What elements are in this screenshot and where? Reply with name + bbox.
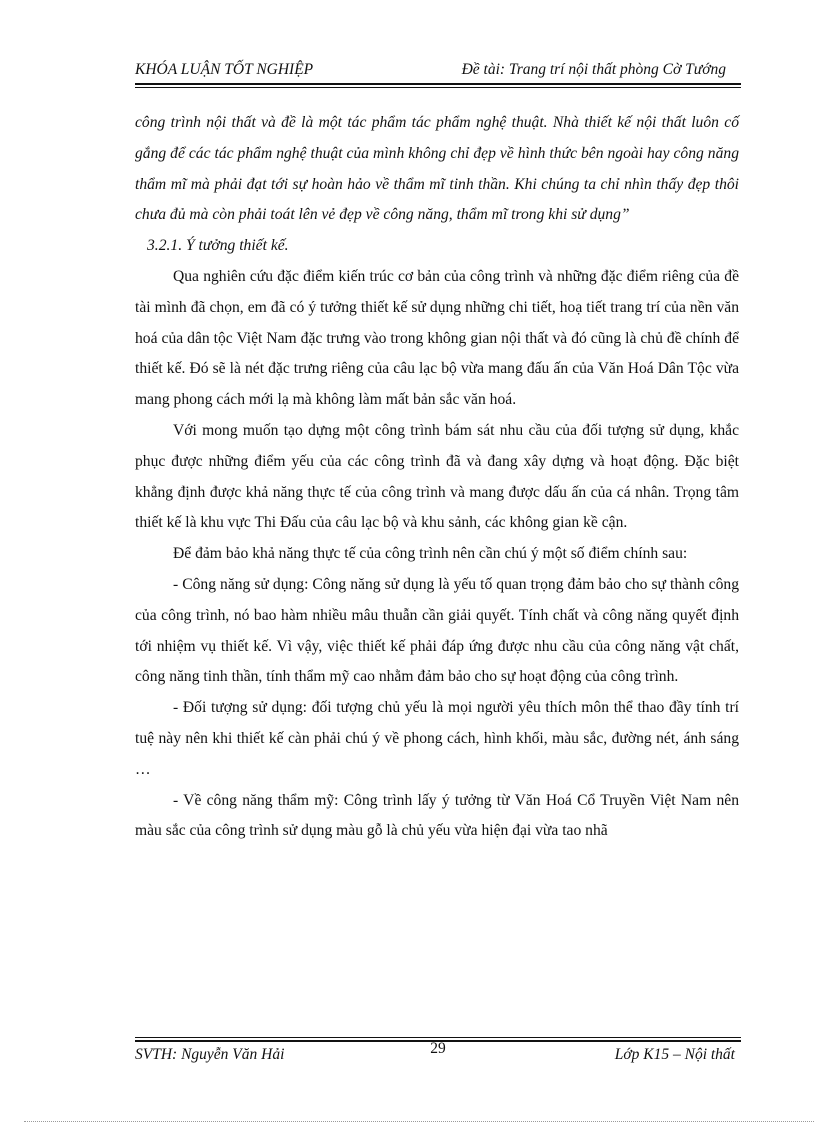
- page-header: [135, 58, 740, 84]
- header-topic: Đề tài: Trang trí nội thất phòng Cờ Tướng: [461, 61, 726, 78]
- footer-rule-thin: [135, 1037, 741, 1038]
- paragraph-3: Để đảm bảo khả năng thực tế của công trình nên cần chú ý một số điểm chính sau:: [173, 545, 688, 563]
- bullet-aesthetics: - Về công năng thẩm mỹ: Công trình lấy ý tưởng từ Văn Hoá Cổ Truyền Việt Nam nên màu sắc của công trình sử dụng màu gỗ là chủ yếu vừa hiện đại vừa tao nhã: [135, 791, 739, 840]
- paragraph-1: Qua nghiên cứu đặc điểm kiến trúc cơ bản của công trình và những đặc điểm riêng của đề tài mình đã chọn, em đã có ý tưởng thiết kế sử dụng những chi tiết, hoạ tiết trang trí của nền văn hoá của dân tộc Việt Nam đặc trưng vào trong không gian nội thất và đó cũng là chủ đề chính để thiết kế. Đó sẽ là nét đặc trưng riêng của câu lạc bộ vừa mang đấu ấn của Văn Hoá Dân Tộc vừa mang phong cách mới lạ mà không làm mất bản sắc văn hoá.: [135, 267, 739, 409]
- header-rule-thick: [135, 83, 741, 85]
- quote-paragraph: công trình nội thất và đề là một tác phẩm tác phẩm nghệ thuật. Nhà thiết kế nội thất luôn cố gắng để các tác phẩm nghệ thuật của mình không chỉ đẹp về hình thức bên ngoài hay công năng thẩm mĩ mà phải đạt tới sự hoàn hảo về thẩm mĩ tinh thần. Khi chúng ta chỉ nhìn thấy đẹp thôi chưa đủ mà còn phải toát lên vẻ đẹp về công năng, thẩm mĩ trong khi sử dụng”: [135, 114, 739, 224]
- page-footer: [135, 1042, 741, 1070]
- footer-class: Lớp K15 – Nội thất: [614, 1046, 735, 1063]
- page-number: 29: [430, 1040, 446, 1057]
- bullet-target-users: - Đối tượng sử dụng: đối tượng chủ yếu là mọi người yêu thích môn thể thao đầy tính trí tuệ này nên khi thiết kế càn phải chú ý về phong cách, hình khối, màu sắc, đường nét, ánh sáng …: [135, 699, 739, 778]
- header-rule-thin: [135, 87, 741, 88]
- footer-student: SVTH: Nguyễn Văn Hải: [135, 1046, 285, 1063]
- header-thesis-label: KHÓA LUẬN TỐT NGHIỆP: [135, 61, 314, 78]
- page-body: [135, 108, 739, 847]
- bullet-functionality: - Công năng sử dụng: Công năng sử dụng là yếu tố quan trọng đảm bảo cho sự thành công của công trình, nó bao hàm nhiều mâu thuẫn cần giải quyết. Tính chất và công năng quyết định tới nhiệm vụ thiết kế. Vì vậy, việc thiết kế phải đáp ứng được nhu cầu của công năng vật chất, công năng tinh thần, tính thẩm mỹ cao nhằm đảm bảo cho sự hoạt động của công trình.: [135, 575, 739, 686]
- section-heading: 3.2.1. Ý tưởng thiết kế.: [147, 237, 289, 255]
- paragraph-2: Với mong muốn tạo dựng một công trình bám sát nhu cầu của đối tượng sử dụng, khắc phục được những điểm yếu của các công trình đã và đang xây dựng và hoạt động. Đặc biệt khẳng định được khả năng thực tế của công trình và mang được dấu ấn của cá nhân. Trọng tâm thiết kế là khu vực Thi Đấu của câu lạc bộ và khu sảnh, các không gian kề cận.: [135, 421, 739, 532]
